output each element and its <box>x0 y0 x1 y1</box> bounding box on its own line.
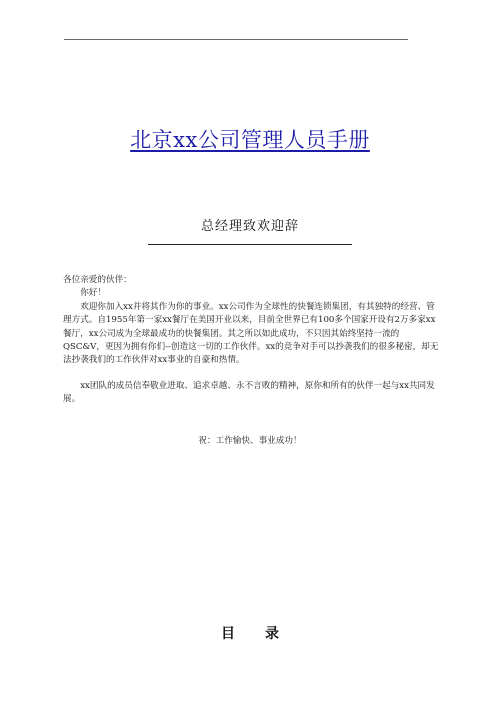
letter-paragraph-1: 欢迎你加入xx并将其作为你的事业。xx公司作为全球性的快餐连锁集团，有其独特的经营、管理方式。自1955年第一家xx餐厅在美国开业以来，目前全世界已有100多个国家开设有2万多家xx餐厅，xx公司成为全球最成功的快餐集团。其之所以如此成功，不只因其始终坚持一流的QSC&V，更因为拥有你们--创造这一切的工作伙伴。xx的竞争对手可以抄袭我们的很多秘密，却无法抄袭我们的工作伙伴对xx事业的自豪和热情。 <box>63 301 439 366</box>
letter-salutation: 你好！ <box>80 288 106 299</box>
paragraph-gap <box>63 368 439 380</box>
document-title[interactable]: 北京xx公司管理人员手册 <box>130 128 370 152</box>
welcome-heading: 总经理致欢迎辞 <box>200 219 299 234</box>
letter-sign-off: 祝：工作愉快、事业成功！ <box>198 436 302 446</box>
letter-greeting: 各位亲爱的伙伴： <box>63 275 132 285</box>
header-rule <box>64 39 408 40</box>
letter-paragraph-2: xx团队的成员信奉敬业进取、追求卓越、永不言败的精神，原你和所有的伙伴一起与xx共同发展。 <box>63 380 435 405</box>
table-of-contents-heading: 目录 <box>221 626 309 642</box>
welcome-letter <box>63 274 439 407</box>
heading-underline-rule <box>148 244 352 245</box>
